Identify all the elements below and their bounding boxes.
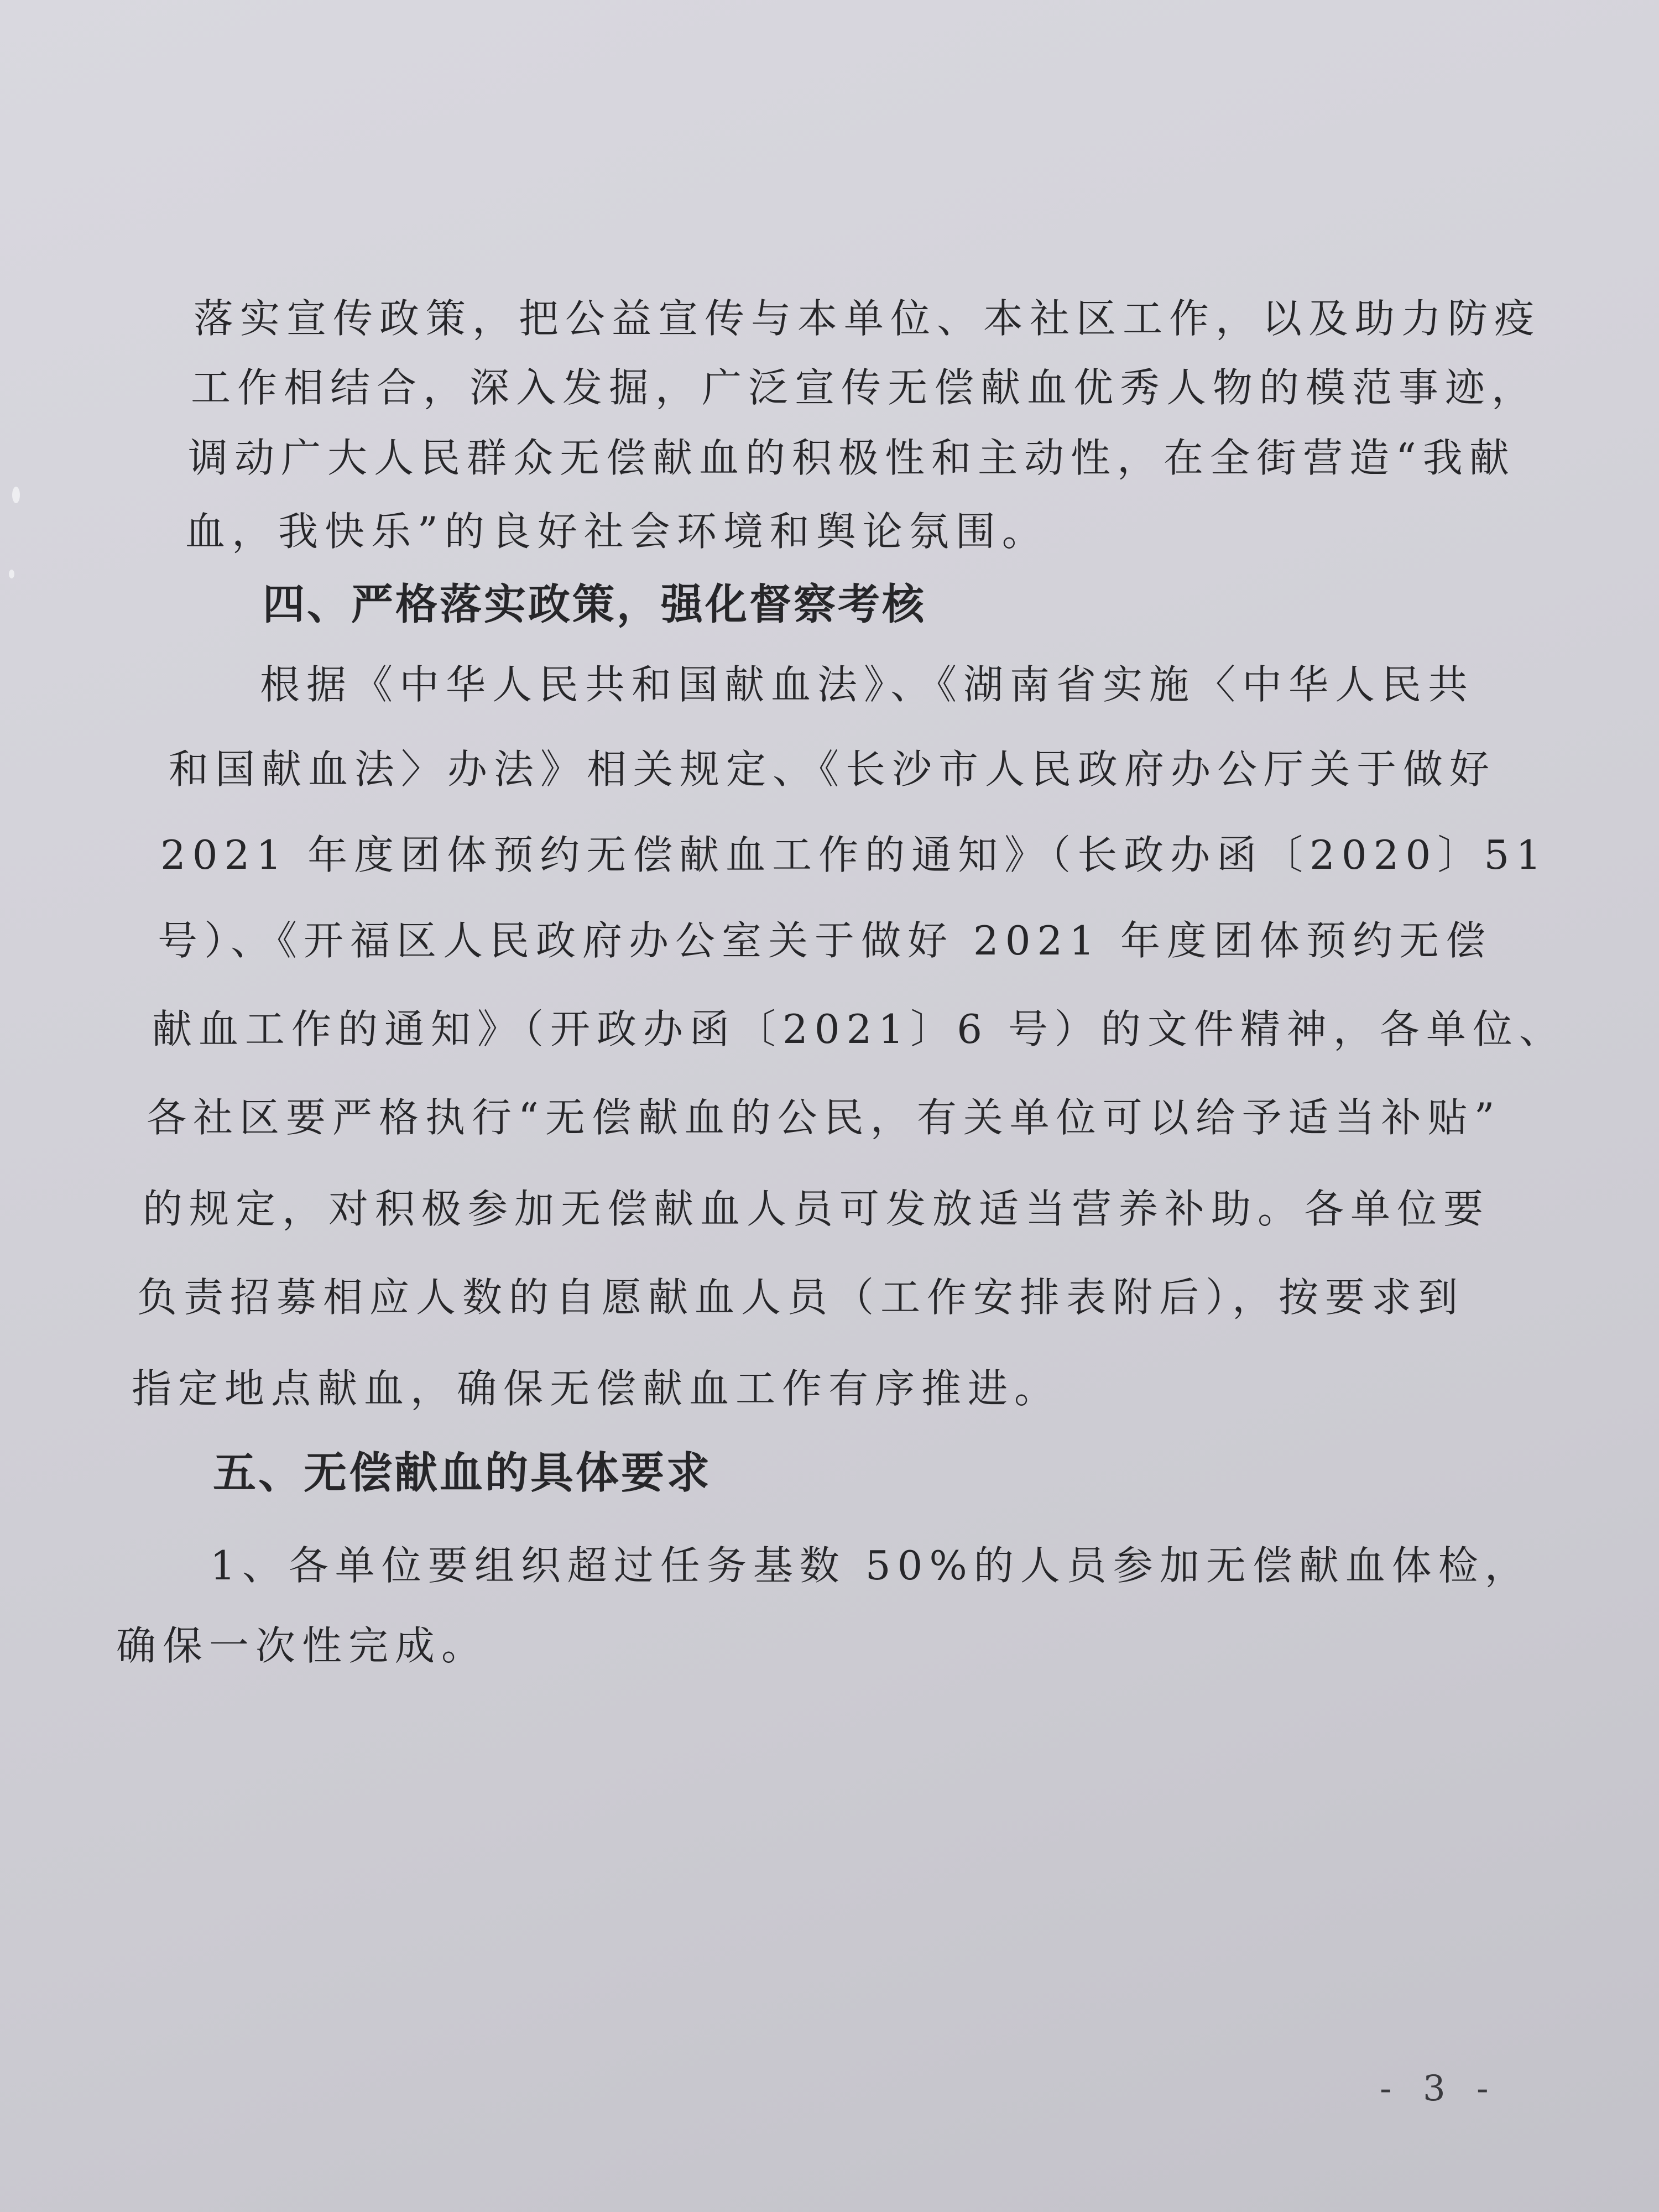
- paragraph-line: 1、各单位要组织超过任务基数 50%的人员参加无偿献血体检，: [210, 1542, 1531, 1589]
- section-heading-5: 五、无偿献血的具体要求: [213, 1448, 712, 1498]
- paragraph-line: 血，我快乐”的良好社会环境和舆论氛围。: [185, 508, 1048, 555]
- paragraph-line: 和国献血法〉办法》相关规定、《长沙市人民政府办公厅关于做好: [169, 746, 1496, 792]
- paragraph-line: 工作相结合，深入发掘，广泛宣传无偿献血优秀人物的模范事迹，: [191, 364, 1538, 411]
- paragraph-line: 指定地点献血，确保无偿献血工作有序推进。: [132, 1365, 1061, 1412]
- paragraph-line: 落实宣传政策，把公益宣传与本单位、本社区工作，以及助力防疫: [194, 295, 1541, 342]
- paragraph-line: 献血工作的通知》（开政办函〔2021〕6 号）的文件精神，各单位、: [152, 1006, 1566, 1052]
- paragraph-line: 根据《中华人民共和国献血法》、《湖南省实施〈中华人民共: [260, 661, 1475, 708]
- paragraph-line: 调动广大人民群众无偿献血的积极性和主动性，在全街营造“我献: [188, 435, 1516, 481]
- paragraph-line: 号）、《开福区人民政府办公室关于做好 2021 年度团体预约无偿: [158, 917, 1493, 964]
- paragraph-line: 各社区要严格执行“无偿献血的公民，有关单位可以给予适当补贴”: [147, 1094, 1501, 1141]
- page-number: - 3 -: [1380, 2068, 1499, 2109]
- paragraph-line: 确保一次性完成。: [116, 1623, 488, 1669]
- paragraph-line: 2021 年度团体预约无偿献血工作的通知》（长政办函〔2020〕51: [160, 832, 1548, 878]
- paper-speck: [12, 487, 20, 503]
- paper-speck: [9, 570, 14, 578]
- paragraph-line: 负责招募相应人数的自愿献血人员（工作安排表附后），按要求到: [137, 1274, 1465, 1321]
- section-heading-4: 四、严格落实政策，强化督察考核: [263, 580, 926, 629]
- paragraph-line: 的规定，对积极参加无偿献血人员可发放适当营养补助。各单位要: [143, 1186, 1490, 1232]
